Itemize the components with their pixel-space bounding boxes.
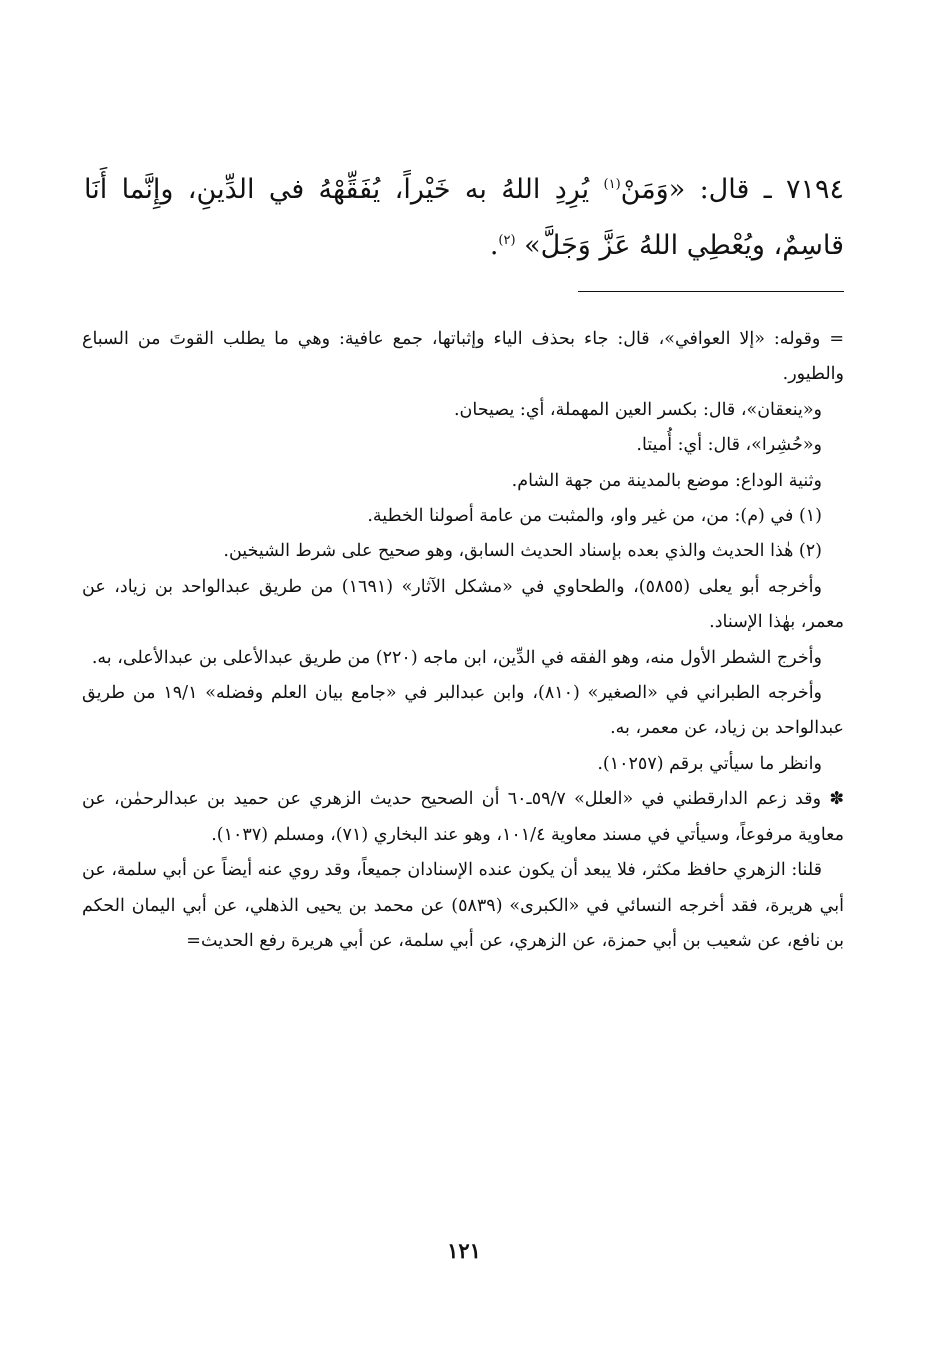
- note-commentary: قلنا: الزهري حافظ مكثر، فلا يبعد أن يكون عنده الإسنادان جميعاً، وقد روي عنه أيضاً عن أبي سلمة، عن أبي هريرة، فقد أخرجه النسائي في «الكبرى» (٥٨٣٩) عن محمد بن يحيى الذهلي، عن أبي اليمان الحكم بن نافع، عن شعيب بن أبي حمزة، عن الزهري، عن أبي سلمة، عن أبي هريرة رفع الحديث=: [82, 860, 844, 951]
- footnote-separator: [578, 291, 844, 292]
- footnote-2: (٢) هٰذا الحديث والذي بعده بإسناد الحديث السابق، وهو صحيح على شرط الشيخين.: [223, 541, 822, 562]
- note-takhrij-3: وأخرجه الطبراني في «الصغير» (٨١٠)، وابن عبدالبر في «جامع بيان العلم وفضله» ١٩/١ من طريق عبدالواحد بن زياد، عن معمر، به.: [82, 683, 844, 739]
- note-daraqutni: ✽ وقد زعم الدارقطني في «العلل» ٥٩/٧ـ٦٠ أن الصحيح حديث الزهري عن حميد بن عبدالرحمٰن، عن معاوية مرفوعاً، وسيأتي في مسند معاوية ١٠١/٤، وهو عند البخاري (٧١)، ومسلم (١٠٣٧).: [82, 789, 844, 845]
- note-takhrij-2: وأخرج الشطر الأول منه، وهو الفقه في الدِّين، ابن ماجه (٢٢٠) من طريق عبدالأعلى بن عبدالأعلى، به.: [91, 647, 822, 668]
- page-number: ١٢١: [447, 1238, 481, 1263]
- note-yanaqan: و«ينعقان»، قال: بكسر العين المهملة، أي: يصيحان.: [453, 399, 822, 420]
- note-cross-reference: وانظر ما سيأتي برقم (١٠٢٥٧).: [597, 753, 822, 774]
- footnote-1: (١) في (م): من، من غير واو، والمثبت من عامة أصولنا الخطية.: [367, 506, 822, 527]
- hadith-opening: ٧١٩٤ ـ قال: «وَمَنْ: [620, 174, 845, 205]
- hadith-paragraph: [84, 162, 844, 274]
- footnote-ref-2[interactable]: (٢): [498, 233, 516, 248]
- hadith-end: .: [489, 230, 499, 261]
- note-continuation: = وقوله: «إلا العوافي»، قال: جاء بحذف الياء وإثباتها، جمع عافية: وهي ما يطلب القوتَ من السباع والطيور.: [82, 329, 844, 385]
- note-hushran: و«حُشِرا»، قال: أي: أُميتا.: [636, 435, 822, 456]
- hadith-text: [84, 162, 844, 274]
- note-thaniyya: وثنية الوداع: موضع بالمدينة من جهة الشام.: [511, 470, 822, 491]
- footnotes: [82, 322, 844, 959]
- note-takhrij-1: وأخرجه أبو يعلى (٥٨٥٥)، والطحاوي في «مشكل الآثار» (١٦٩١) من طريق عبدالواحد بن زياد، عن معمر، بهٰذا الإسناد.: [82, 576, 844, 633]
- footnote-ref-1[interactable]: (١): [603, 177, 621, 192]
- hadith-body: يُرِدِ اللهُ به خَيْراً، يُفَقِّهْهُ في الدِّينِ، وإِنَّما أَنَا قاسِمٌ، ويُعْطِي اللهُ عَزَّ وَجَلَّ»: [84, 174, 844, 261]
